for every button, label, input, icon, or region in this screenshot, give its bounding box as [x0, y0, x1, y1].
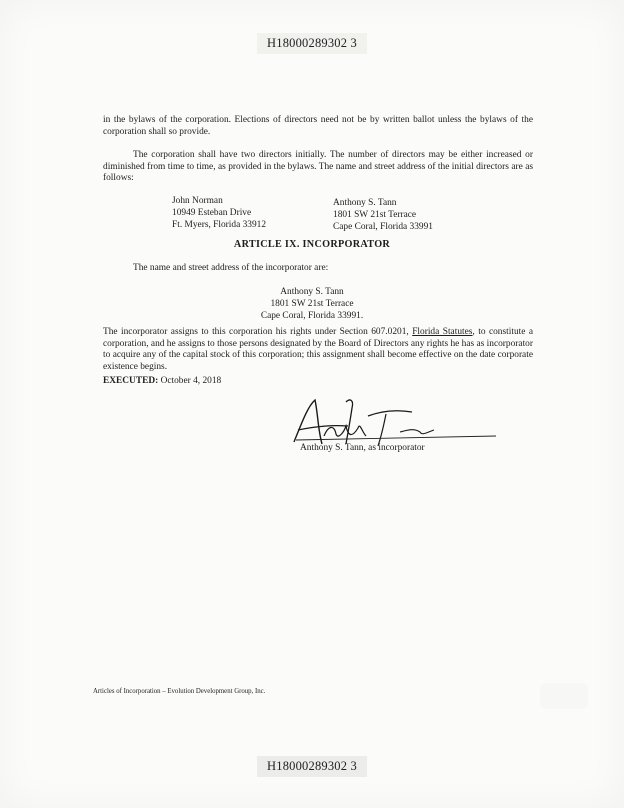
- signature-caption: Anthony S. Tann, as incorporator: [300, 443, 425, 453]
- assignment-text-part1: The incorporator assigns to this corporation his rights under Section 607.0201,: [103, 327, 413, 337]
- directors-paragraph: The corporation shall have two directors initially. The number of directors may be either increased or diminished from time to time, as provided in the bylaws. The name and street address of the initial directors are as follows:: [103, 150, 533, 184]
- director-city: Ft. Myers, Florida 33912: [172, 220, 267, 230]
- director-name: John Norman: [172, 196, 223, 206]
- filing-number-stamp-bottom: H18000289302 3: [257, 756, 367, 777]
- incorporator-intro: The name and street address of the incorporator are:: [133, 263, 329, 273]
- executed-date: October 4, 2018: [160, 376, 222, 386]
- filing-number-stamp-top: H18000289302 3: [257, 33, 367, 54]
- incorporator-street: 1801 SW 21st Terrace: [270, 299, 354, 309]
- footer-document-title: Articles of Incorporation – Evolution Development Group, Inc.: [93, 688, 266, 695]
- assignment-paragraph: [103, 327, 533, 373]
- incorporator-name: Anthony S. Tann: [280, 287, 344, 297]
- paper-scuff-mark: [540, 683, 588, 709]
- article-heading: ARTICLE IX. INCORPORATOR: [233, 239, 391, 250]
- executed-line: [103, 376, 221, 386]
- executed-label: EXECUTED:: [103, 376, 159, 386]
- director-street: 1801 SW 21st Terrace: [333, 210, 417, 220]
- director-block-2: [333, 197, 433, 233]
- director-street: 10949 Esteban Drive: [172, 208, 252, 218]
- director-block-1: [172, 195, 266, 231]
- director-name: Anthony S. Tann: [333, 198, 397, 208]
- director-city: Cape Coral, Florida 33991: [333, 222, 433, 232]
- assignment-text-part2: , to constitute a corporation, and he assigns to those persons designated by the Board of Directors any rights he has as incorporator to acquire any of the capital stock of this corporation; this assignment shall become effective on the date corporate existence begins.: [103, 327, 534, 372]
- florida-statutes-reference: Florida Statutes: [412, 327, 473, 337]
- bylaws-paragraph: in the bylaws of the corporation. Elections of directors need not be by written ballot unless the bylaws of the corporation shall so provide.: [103, 115, 533, 137]
- incorporator-city: Cape Coral, Florida 33991.: [260, 311, 364, 321]
- incorporator-address-block: [0, 286, 624, 322]
